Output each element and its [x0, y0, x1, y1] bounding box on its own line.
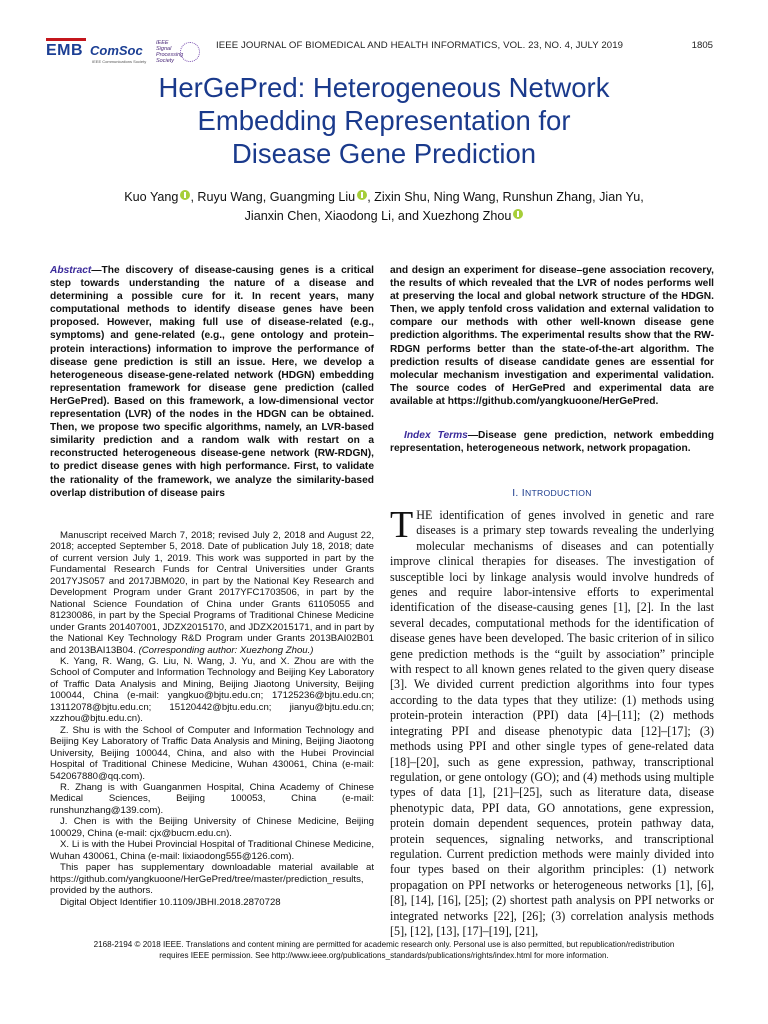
abstract-text-part2: and design an experiment for disease–gene association recovery, the results of which revealed that the LVR of nodes performs well at preserving the local and global network structure of the HDGN. Then, we apply tenfold cross validation and external validation to compare our methods with other well-known disease gene prediction algorithms. The experimental results show that the RW-RDGN performs better than the state-of-the-art algorithm. The prediction results of disease candidate genes are essential for molecular mechanism investigation and experimental validation. The source codes of HerGePred and experimental data are available at https://github.com/yangkuoone/HerGePred.: [390, 265, 714, 407]
footnote-affiliation-3: R. Zhang is with Guanganmen Hospital, China Academy of Chinese Medical Sciences, Beijing 100053, China (e-mail: runshunzhang@139.com).: [50, 781, 374, 816]
emb-logo-bar: [46, 38, 86, 41]
author-list: [60, 188, 708, 226]
orcid-icon[interactable]: [513, 209, 523, 219]
footnote-affiliation-5: X. Li is with the Hubei Provincial Hospital of Traditional Chinese Medicine, Wuhan 430061, China (e-mail: lixiaodong555@126.com).: [50, 839, 374, 862]
abstract-label: Abstract: [50, 265, 92, 276]
title-line-2: Embedding Representation for: [197, 105, 571, 136]
section-title-initial: I: [521, 488, 525, 499]
index-terms-text: —Disease gene prediction, network embedding representation, heterogeneous network, network propagation.: [390, 430, 714, 455]
footnote-doi: Digital Object Identifier 10.1109/JBHI.2018.2870728: [60, 896, 281, 908]
abstract-column-right: [390, 264, 714, 408]
introduction-text: HE identification of genes involved in genetic and rare diseases is a primary step towards revealing the underlying molecular mechanisms of diseases and can potentially improve clinical therapies for diseases. The investigation of susceptible loci by linkage analysis would involve hundreds of genes and require labor-intensive efforts to experimental identification of the disease-causing genes [1], [2]. In the last several decades, computational methods for the identification of disease genes have been developed. The basic criterion of in silico gene prediction methods is the “guilt by association” principle with respect to all known genes related to the given query disease [3]. We divided current prediction algorithms into four types according to the data types that they utilize: (1) methods using protein-protein interaction (PPI) data [4]–[11]; (2) methods integrating PPI and disease phenotypic data [12]–[17]; (3) methods using PPI and other single types of gene-related data [18]–[20], such as gene expression, pathway, transcriptional regulation, or gene ontology (GO); and (4) methods using multiple types of data [1], [21]–[25], such as literature data, disease phenotypic data, PPI data, GO annotations, gene expression, protein domain dependent sequences, protein pathway data, protein sequences, signaling networks, and transcriptional regulation. Current prediction methods were mainly divided into four types based on their algorithm principles: (1) network propagation on PPI networks or heterogeneous networks [1], [6], [8], [14], [16], [25]; (2) shortest path analysis on PPI networks or integrated networks [22], [26]; (3) correlation analysis methods [5], [12], [13], [17]–[19], [21],: [390, 508, 714, 938]
abstract-column-left: [50, 264, 374, 500]
copyright-line-1: 2168-2194 © 2018 IEEE. Translations and content mining are permitted for academic research only. Personal use is also permitted, but republication/redistribution: [93, 940, 675, 949]
signal-processing-logo-icon: [180, 42, 200, 62]
paper-title: [60, 71, 708, 170]
publisher-logos: [46, 38, 196, 64]
index-terms-label: Index Terms: [404, 430, 468, 441]
authors-line-2: [60, 207, 708, 226]
comsoc-logo-subtitle: IEEE Communications Society: [92, 59, 147, 64]
title-line-3: Disease Gene Prediction: [231, 138, 537, 169]
footnote-affiliation-4: J. Chen is with the Beijing University of Chinese Medicine, Beijing 100029, China (e-mail: cjx@bucm.edu.cn).: [50, 816, 374, 839]
footnote-manuscript-text: Manuscript received March 7, 2018; revised July 2, 2018 and August 22, 2018; accepted September 5, 2018. Date of publication July 18, 2018; date of current version July 1, 2019. This work was supported in part by the Fundamental Research Funds for Central Universities under Grants 2017YJS057 and 2017JBM020, in part by the National Key Research and Development Program under Grant 2017YFC1703506, in part by the National Science Foundation of China under Grants 61105055 and 81230086, in part by the Special Programs of Traditional Chinese Medicine under Grants 201407001, JDZX2015170, and JDZX2015171, and in part by the National Key Technology R&D Program under Grants 2013BAI02B01 and 2013BAI13B04.: [50, 530, 374, 656]
authors-segment-3: , Zixin Shu, Ning Wang, Runshun Zhang, Jian Yu,: [367, 190, 644, 204]
comsoc-logo: ComSoc: [90, 43, 143, 58]
signal-processing-logo-text: IEEE Signal Processing Society: [156, 40, 184, 64]
section-number: I.: [512, 488, 519, 499]
abstract-text-part1: —The discovery of disease-causing genes is a critical step towards understanding the nature of a disease and determining a possible cure for it. In recent years, many computational methods to identify disease genes have been proposed. However, making full use of disease-related (e.g., symptoms) and gene-related (e.g., gene ontology and protein–protein interactions) information to improve the performance of disease gene prediction is still an issue. Here, we develop a heterogeneous disease-gene-related network (HDGN) embedding representation framework for disease gene prediction (called HerGePred). Based on this framework, a low-dimensional vector representation (LVR) of the nodes in the HDGN can be obtained. Then, we propose two specific algorithms, namely, an LVR-based similarity prediction and a random walk with restart on a reconstructed heterogeneous disease-gene network (RW-RDGN), to predict disease genes with high performance. First, to validate the rationality of the framework, we analyze the similarity-based overlap distribution of disease pairs: [50, 265, 374, 499]
copyright-line-2: requires IEEE permission. See http://www.ieee.org/publications_standards/publications/rights/index.html for more information.: [159, 950, 609, 960]
running-head: IEEE JOURNAL OF BIOMEDICAL AND HEALTH INFORMATICS, VOL. 23, NO. 4, JULY 2019: [216, 40, 624, 51]
authors-segment-4: Jianxin Chen, Xiaodong Li, and Xuezhong Zhou: [244, 209, 512, 223]
author-kuo-yang: Kuo Yang: [124, 190, 179, 204]
footnote-affiliation-1: K. Yang, R. Wang, G. Liu, N. Wang, J. Yu, and X. Zhou are with the School of Computer and Information Technology and Beijing Key Laboratory of Traffic Data Analysis and Mining, Beijing Jiaotong University, Beijing 100044, China (e-mail: yangkuo@bjtu.edu.cn; 17125236@bjtu.edu.cn; 13112078@bjtu.edu.cn; 15120442@bjtu.edu.cn; jianyu@bjtu.edu.cn; xzzhou@bjtu.edu.cn).: [50, 655, 374, 725]
page-number: 1805: [691, 40, 713, 51]
section-title-rest: NTRODUCTION: [524, 488, 592, 498]
copyright-notice: [50, 940, 718, 961]
index-terms: [390, 429, 714, 455]
authors-line-1: [60, 188, 708, 207]
footnote-manuscript: [50, 530, 374, 656]
footnote-affiliation-2: Z. Shu is with the School of Computer and Information Technology and Beijing Key Laboratory of Traffic Data Analysis and Mining, Beijing Jiaotong University, Beijing 100044, China, and also with the Hubei Provincial Hospital of Traditional Chinese Medicine, Wuhan 430061, China (e-mail: 542067880@qq.com).: [50, 724, 374, 782]
authors-segment-2: , Ruyu Wang, Guangming Liu: [190, 190, 356, 204]
signal-processing-logo: [156, 40, 200, 64]
introduction-body: [390, 504, 714, 939]
orcid-icon[interactable]: [180, 190, 190, 200]
footnotes: [50, 530, 374, 908]
orcid-icon[interactable]: [357, 190, 367, 200]
emb-logo: EMB: [46, 42, 84, 59]
footnote-corresponding-author: (Corresponding author: Xuezhong Zhou.): [138, 644, 314, 656]
title-line-1: HerGePred: Heterogeneous Network: [158, 72, 610, 103]
drop-cap: T: [390, 504, 414, 546]
section-heading-introduction: [390, 488, 714, 499]
footnote-supplementary: This paper has supplementary downloadable material available at https://github.com/yangkuoone/HerGePred/tree/master/prediction_results, provided by the authors.: [50, 862, 374, 897]
